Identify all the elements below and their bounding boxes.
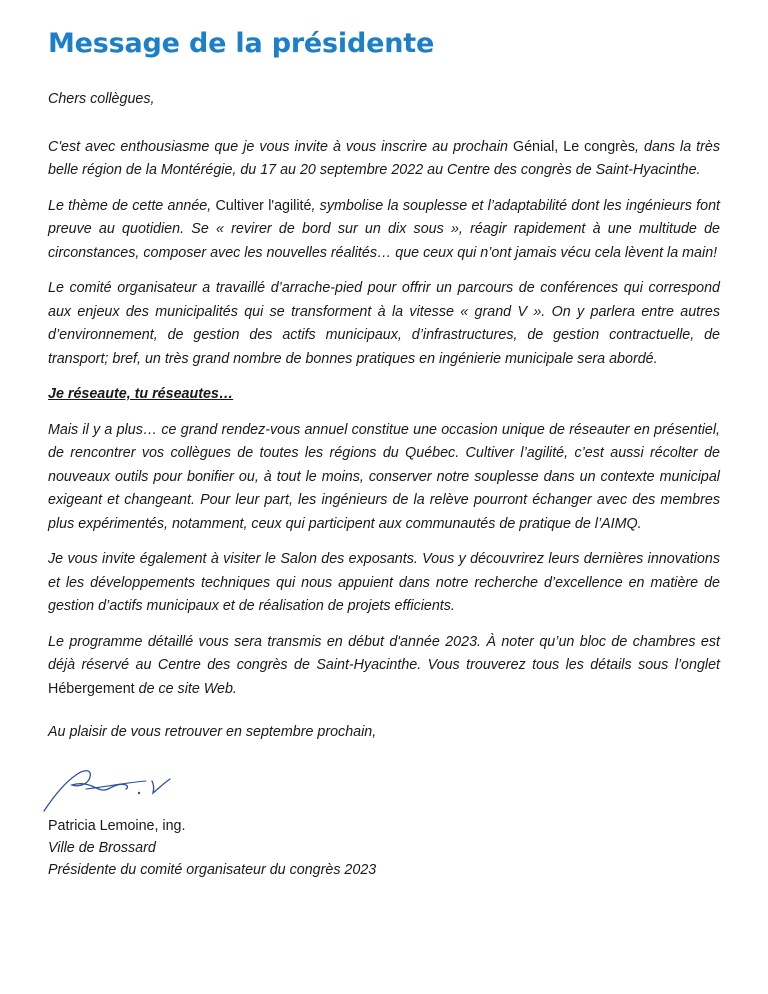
paragraph-exhibitors: Je vous invite également à visiter le Salon des exposants. Vous y découvrirez leurs dernières innovations et les développements techniques qui nous appuient dans notre recherche d’excellence en matière de gestion d’actifs municipaux et de réalisation de projets efficients. bbox=[48, 551, 720, 614]
theme-name: Cultiver l'agilité bbox=[215, 197, 312, 214]
paragraph-theme bbox=[48, 195, 720, 266]
paragraph-committee: Le comité organisateur a travaillé d’arrache-pied pour offrir un parcours de conférences qui correspond aux enjeux des municipalités qui se transforment à la vitesse « grand V ». On y parlera entre autres d’environnement, de gestion des actifs municipaux, d’infrastructures, de gestion contractuelle, de transport; bref, un très grand nombre de bonnes pratiques en ingénierie municipale sera abordé. bbox=[48, 280, 720, 367]
paragraph-program bbox=[48, 631, 720, 702]
section-heading-networking: Je réseaute, tu réseautes… bbox=[48, 386, 234, 402]
event-name: Génial, Le congrès bbox=[512, 138, 636, 155]
closing-line: Au plaisir de vous retrouver en septembre prochain, bbox=[48, 724, 377, 740]
paragraph-invitation bbox=[48, 136, 720, 183]
salutation: Chers collègues, bbox=[48, 91, 155, 107]
paragraph-program-part-2: de ce site Web. bbox=[134, 680, 237, 697]
handwritten-signature bbox=[42, 753, 182, 815]
paragraph-program-part-1: Le programme détaillé vous sera transmis en début d'année 2023. À noter qu’un bloc de chambres est déjà réservé au Centre des congrès de Saint-Hyacinthe. Vous trouverez tous les détails sous l’onglet bbox=[48, 633, 720, 673]
paragraph-invitation-part-2: , dans la très belle région de la Montérégie, du 17 au 20 septembre 2022 au Centre des congrès de Saint-Hyacinthe. bbox=[48, 138, 721, 178]
signatory-name: Patricia Lemoine, ing. bbox=[48, 817, 186, 834]
paragraph-invitation-part-1: C'est avec enthousiasme que je vous invite à vous inscrire au prochain bbox=[48, 138, 513, 155]
page-title: Message de la présidente bbox=[48, 28, 435, 59]
letter-page bbox=[48, 24, 720, 881]
signatory-role: Présidente du comité organisateur du congrès 2023 bbox=[48, 861, 377, 878]
signature-block bbox=[48, 815, 720, 881]
paragraph-theme-part-2: , symbolise la souplesse et l’adaptabilité dont les ingénieurs font preuve au quotidien. Se « revirer de bord sur un dix sous », réagir rapidement à une multitude de circonstances, composer avec les nouvelles réalités… que ceux qui n’ont jamais vécu cela lèvent la main! bbox=[48, 197, 720, 261]
signatory-city: Ville de Brossard bbox=[48, 839, 156, 856]
paragraph-networking: Mais il y a plus… ce grand rendez-vous annuel constitue une occasion unique de réseauter en présentiel, de rencontrer vos collègues de toutes les régions du Québec. Cultiver l’agilité, c’est aussi récolter de nouveaux outils pour bonifier ou, à tout le moins, conserver notre souplesse dans un contexte municipal exigeant et changeant. Pour leur part, les ingénieurs de la relève pourront échanger avec des membres plus expérimentés, notamment, ceux qui participent aux communautés de pratique de l’AIMQ. bbox=[48, 421, 720, 532]
paragraph-theme-part-1: Le thème de cette année, bbox=[48, 197, 216, 214]
lodging-tab-name: Hébergement bbox=[48, 680, 135, 697]
